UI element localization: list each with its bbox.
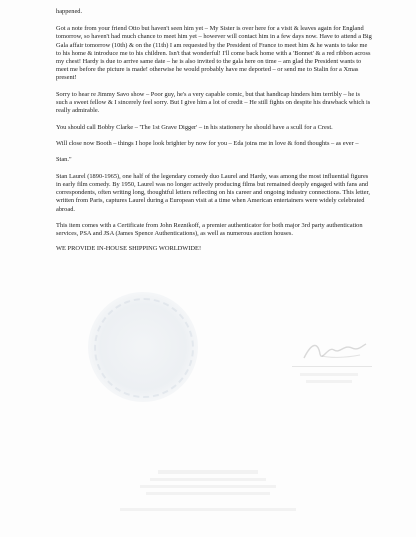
faint-footer-line — [150, 478, 266, 481]
faint-footer-line — [158, 470, 258, 474]
letter-paragraph: You should call Bobby Clarke – 'The 1st Grave Digger' – in his stationery he should have a scull for a Crest. — [56, 123, 333, 131]
faint-footer-line — [120, 508, 296, 511]
shipping-notice: WE PROVIDE IN-HOUSE SHIPPING WORLDWIDE! — [56, 245, 202, 253]
letter-paragraph: happened. — [56, 8, 83, 15]
certificate-paragraph: This item comes with a Certificate from John Reznikoff, a premier authenticator for both major 3rd party authentication services, PSA and JSA (James Spence Authentications), as well as numerous auction houses. — [56, 221, 363, 238]
letter-paragraph: Got a note from your friend Otto but haven't seen him yet – My Sister is over here for a visit & leaves again for England tomorrow, so haven't had much chance to meet him yet – however will contact him in a few days now. Have to attend a Big Gala affair tomorrow (10th) & on the (11th) I am requested by the President of France to meet him & he wants to take me to his home & introduce me to his children. Isn't that wonderful! I'll come back home with a 'Bonnet' & a red ribbon across my chest! Hardy is due to arrive same date – he is also invited to the gala here on time – am glad the President wants to meet me before the picture is made! otherwise he would probably have me deported – or send me to Stalin for a Xmas present! — [56, 25, 372, 82]
letter-paragraph: Will close now Booth – things I hope look brighter by now for you – Eda joins me in love & fond thoughts – as ever – — [56, 140, 359, 147]
seal-watermark-ring — [94, 298, 194, 398]
letter-signoff: Stan." — [56, 156, 72, 164]
faint-signature — [300, 338, 370, 364]
description-paragraph: Stan Laurel (1890-1965), one half of the legendary comedy duo Laurel and Hardy, was among the most influential figures in early film comedy. By 1950, Laurel was no longer actively producing films but remained deeply engaged with fans and correspondents, often writing long, thoughtful letters reflecting on his career and ongoing industry connections. This letter, written from Paris, captures Laurel during a European visit at a time when American entertainers were widely celebrated abroad. — [56, 172, 370, 213]
faint-text-line — [306, 380, 352, 383]
faint-footer-line — [140, 485, 276, 488]
faint-text-line — [300, 373, 358, 376]
signature-line — [292, 366, 372, 367]
faint-footer-line — [146, 492, 270, 495]
letter-paragraph: Sorry to hear re Jimmy Savo show – Poor guy, he's a very capable comic, but that handicap hinders him terribly – he is such a sweet fellow & I sincerely feel sorry. But I give him a lot of credit – He still fights on despite his drawback which is really admirable. — [56, 90, 371, 115]
